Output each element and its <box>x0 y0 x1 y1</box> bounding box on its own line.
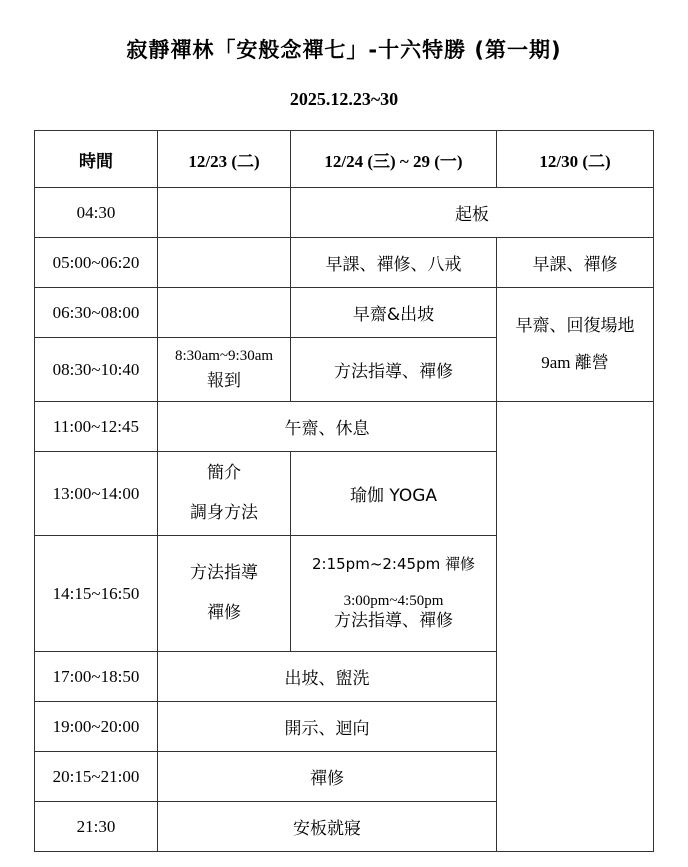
time-cell: 17:00~18:50 <box>35 652 158 702</box>
empty-cell <box>158 188 291 238</box>
activity-cell: 早齋&出坡 <box>291 288 497 338</box>
activity-cell <box>497 288 654 402</box>
time-cell: 14:15~16:50 <box>35 536 158 652</box>
activity-line: 報到 <box>207 371 241 392</box>
date-range: 2025.12.23~30 <box>289 89 399 109</box>
activity-cell: 出坡、盥洗 <box>158 652 497 702</box>
activity-line: 8:30am~9:30am <box>174 347 274 364</box>
table-row <box>35 188 654 238</box>
activity-cell <box>291 536 497 652</box>
time-cell: 13:00~14:00 <box>35 452 158 536</box>
activity-line: 3:00pm~4:50pm <box>343 592 444 609</box>
time-cell: 08:30~10:40 <box>35 338 158 402</box>
empty-cell <box>158 238 291 288</box>
activity-cell <box>158 452 291 536</box>
header-time: 時間 <box>35 131 158 188</box>
activity-line: 簡介 <box>207 463 241 484</box>
header-day2-7: 12/24 (三) ~ 29 (一) <box>291 131 497 188</box>
table-header-row <box>35 131 654 188</box>
header-day1: 12/23 (二) <box>158 131 291 188</box>
activity-cell: 瑜伽 YOGA <box>291 452 497 536</box>
page-title: 寂靜禪林「安般念禪七」-十六特勝 (第一期) <box>126 38 562 62</box>
activity-cell: 午齋、休息 <box>158 402 497 452</box>
table-row <box>35 238 654 288</box>
activity-line: 9am 離營 <box>541 352 609 372</box>
activity-cell: 禪修 <box>158 752 497 802</box>
activity-line: 方法指導 <box>190 563 258 584</box>
empty-cell <box>158 288 291 338</box>
activity-cell: 開示、迴向 <box>158 702 497 752</box>
time-cell: 05:00~06:20 <box>35 238 158 288</box>
activity-line: 早齋、回復場地 <box>515 316 635 337</box>
activity-line: 2:15pm~2:45pm 禪修 <box>312 555 475 574</box>
time-cell: 19:00~20:00 <box>35 702 158 752</box>
time-cell: 04:30 <box>35 188 158 238</box>
table-row <box>35 288 654 338</box>
time-cell: 11:00~12:45 <box>35 402 158 452</box>
empty-cell <box>497 402 654 852</box>
activity-cell: 早課、禪修、八戒 <box>291 238 497 288</box>
activity-cell: 早課、禪修 <box>497 238 654 288</box>
activity-cell <box>158 338 291 402</box>
time-cell: 06:30~08:00 <box>35 288 158 338</box>
schedule-table <box>34 130 654 852</box>
activity-line: 調身方法 <box>190 502 258 523</box>
activity-cell: 方法指導、禪修 <box>291 338 497 402</box>
activity-cell <box>158 536 291 652</box>
activity-cell: 安板就寢 <box>158 802 497 852</box>
activity-cell: 起板 <box>291 188 654 238</box>
activity-line: 禪修 <box>207 602 241 623</box>
time-cell: 21:30 <box>35 802 158 852</box>
activity-line: 方法指導、禪修 <box>334 610 453 631</box>
time-cell: 20:15~21:00 <box>35 752 158 802</box>
header-day8: 12/30 (二) <box>497 131 654 188</box>
table-row <box>35 402 654 452</box>
